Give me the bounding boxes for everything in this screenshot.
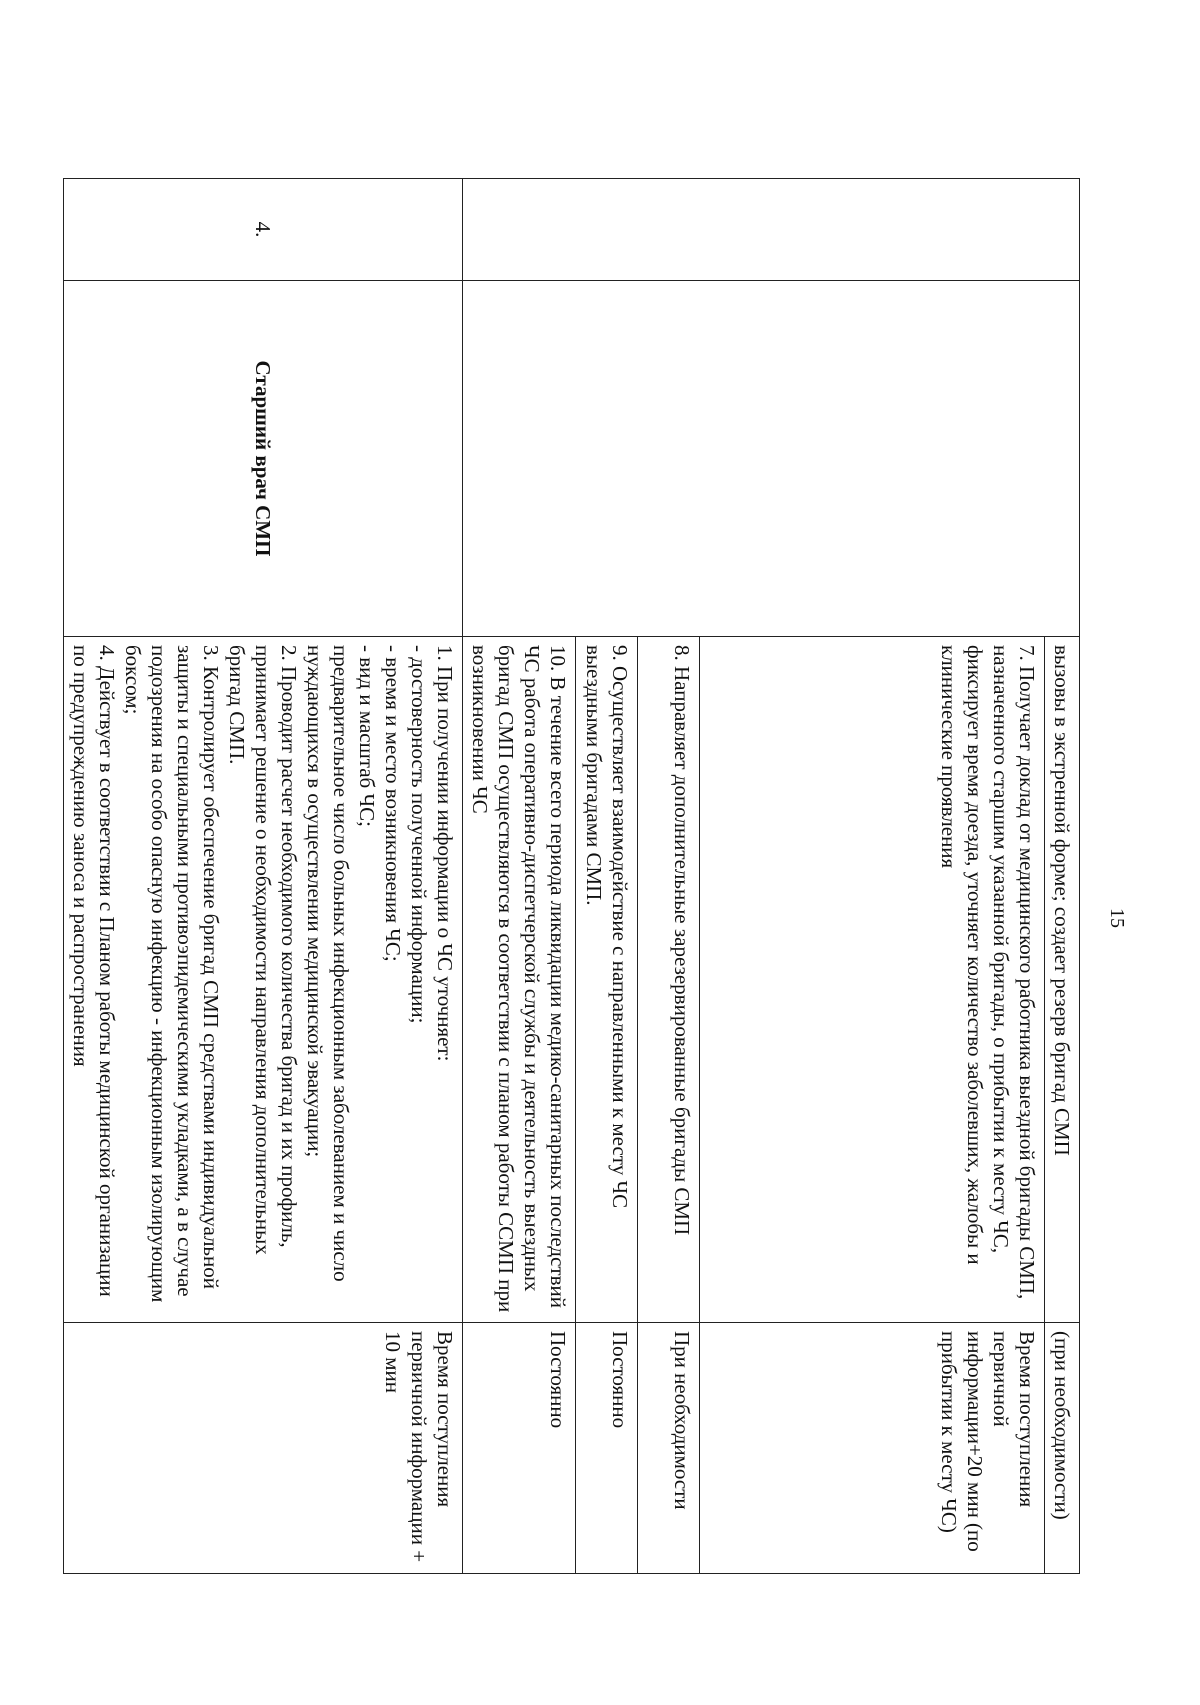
action-cell — [576, 637, 638, 1323]
time-item: Время поступления первичной информации+20 мин (по прибытии к месту ЧС) — [937, 1331, 1039, 1552]
table-row — [700, 179, 1080, 1574]
action-cell — [638, 637, 700, 1323]
time-cell — [700, 1323, 1080, 1574]
action-item: вызовы в экстренной форме; создает резерв бригад СМП — [1050, 645, 1074, 1156]
time-item: (при необходимости) — [1050, 1331, 1074, 1520]
time-cell — [576, 1323, 638, 1574]
action-list: 1. При получении информации о ЧС уточняет: - достоверность полученной информации; - время и место возникновения ЧС; - вид и масштаб ЧС; предварительное число больных инфекционным заболеванием и число нуждающихся в осуществлении медицинской эвакуации; 2. Проводит расчет необходимого количества бригад и их профиль, принимает решение о необходимости направления дополнительных бригад СМП. 3. Контролирует обеспечение бригад СМП средствами индивидуальной защиты и специальными противоэпидемическими укладками, а в случае подозрения на особо опасную инфекцию - инфекционным изолирующим боксом; 4. Действует в соответствии с Планом работы медицинской организации по предупреждению заноса и распространения — [69, 645, 457, 1303]
action-item: 10. В течение всего периода ликвидации медико-санитарных последствий ЧС работа оперативно-диспетчерской службы и деятельность выездных бригад СМП осуществляются в соответствии с планом работы ССМП при возникновении ЧС — [468, 645, 570, 1313]
bottom-row-left-cells — [110, 178, 560, 1573]
row-number-cell: 4. — [64, 179, 463, 281]
action-item: 7. Получает доклад от медицинского работника выездной бригады СМП, назначенного старшим указанной бригады, о прибытии к месту ЧС, фиксирует время доезда, уточняет количество заболевших, жалобы и клинические проявления — [937, 645, 1039, 1300]
action-item: 8. Направляет дополнительные зарезервированные бригады СМП — [670, 645, 694, 1236]
action-item: 9. Осуществляет взаимодействие с направленными к месту ЧС выездными бригадами СМП. — [582, 645, 632, 1209]
page-number: 15 — [1106, 908, 1128, 928]
action-cell — [700, 637, 1080, 1323]
position-text: Старший врач СМП — [251, 360, 275, 557]
time-item: При необходимости — [670, 1331, 694, 1510]
time-item: Время поступления первичной информации + 10 мин — [381, 1331, 457, 1563]
time-cell — [638, 1323, 700, 1574]
time-item: Постоянно — [546, 1331, 570, 1429]
time-item: Постоянно — [608, 1331, 632, 1429]
